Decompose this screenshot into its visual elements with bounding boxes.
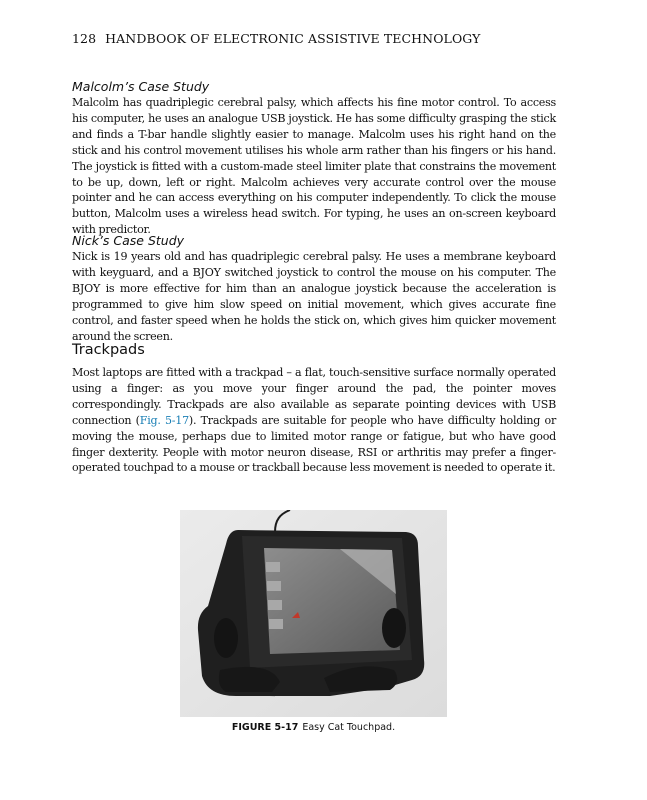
malcolm-case-text: Malcolm has quadriplegic cerebral palsy, which affects his fine motor control. To access his computer, he uses an analogue USB joystick. He has some difficulty grasping the stick and finds a T-bar handle slightly easier to manage. Malcolm uses his right hand on the stick and his control movement utilises his whole arm rather than his fingers or his hand. The joystick is fitted with a custom-made steel limiter plate that constrains the movement to be up, down, left or right. Malcolm achieves very accurate control over the mouse pointer and he can access everything on his computer independently. To click the mouse button, Malcolm uses a wireless head switch. For typing, he uses an on-screen keyboard with predictor. [72,96,556,237]
touchpad-photo [180,510,447,717]
shortcut-key-1 [266,562,280,572]
figure-caption-text: Easy Cat Touchpad. [302,722,396,733]
nick-case-title: Nick’s Case Study [72,233,185,248]
figure-image [180,510,447,717]
malcolm-case-study [72,79,556,238]
trackpads-text-before: Most laptops are fitted with a trackpad – a flat, touch-sensitive surface normally operated using a finger: as you move your finger around the pad, the pointer moves correspondingly. Trackpads are also available as separate pointing devices with USB connection ( [72,366,556,427]
page-number: 128 [72,31,97,46]
trackpads-text [72,365,556,476]
nick-case-study [72,233,556,344]
trackpads-text-after: ). Trackpads are suitable for people who have difficulty holding or moving the mouse, perhaps due to limited motor range or fatigue, but who have good finger dexterity. People with motor neuron disease, RSI or arthritis may prefer a finger-operated touchpad to a mouse or trackball because less movement is needed to operate it. [72,413,556,475]
trackpads-section [72,342,556,476]
shortcut-key-4 [269,619,283,629]
malcolm-case-title: Malcolm’s Case Study [72,79,210,94]
left-side-button [214,618,238,658]
shortcut-key-3 [268,600,282,610]
right-side-button [382,608,406,648]
figure-caption [180,722,447,733]
book-title: HANDBOOK OF ELECTRONIC ASSISTIVE TECHNOLOGY [105,31,481,46]
running-head [72,31,481,46]
trackpads-heading: Trackpads [72,342,145,358]
figure-reference-link[interactable]: Fig. 5-17 [139,413,189,427]
shortcut-key-2 [267,581,281,591]
figure-label: FIGURE 5-17 [231,722,299,733]
nick-case-text: Nick is 19 years old and has quadriplegic cerebral palsy. He uses a membrane keyboard with keyguard, and a BJOY switched joystick to control the mouse on his computer. The BJOY is more effective for him than an analogue joystick because the acceleration is programmed to give him slow speed on initial movement, which gives accurate fine control, and faster speed when he holds the stick on, which gives him quicker movement around the screen. [72,250,556,343]
